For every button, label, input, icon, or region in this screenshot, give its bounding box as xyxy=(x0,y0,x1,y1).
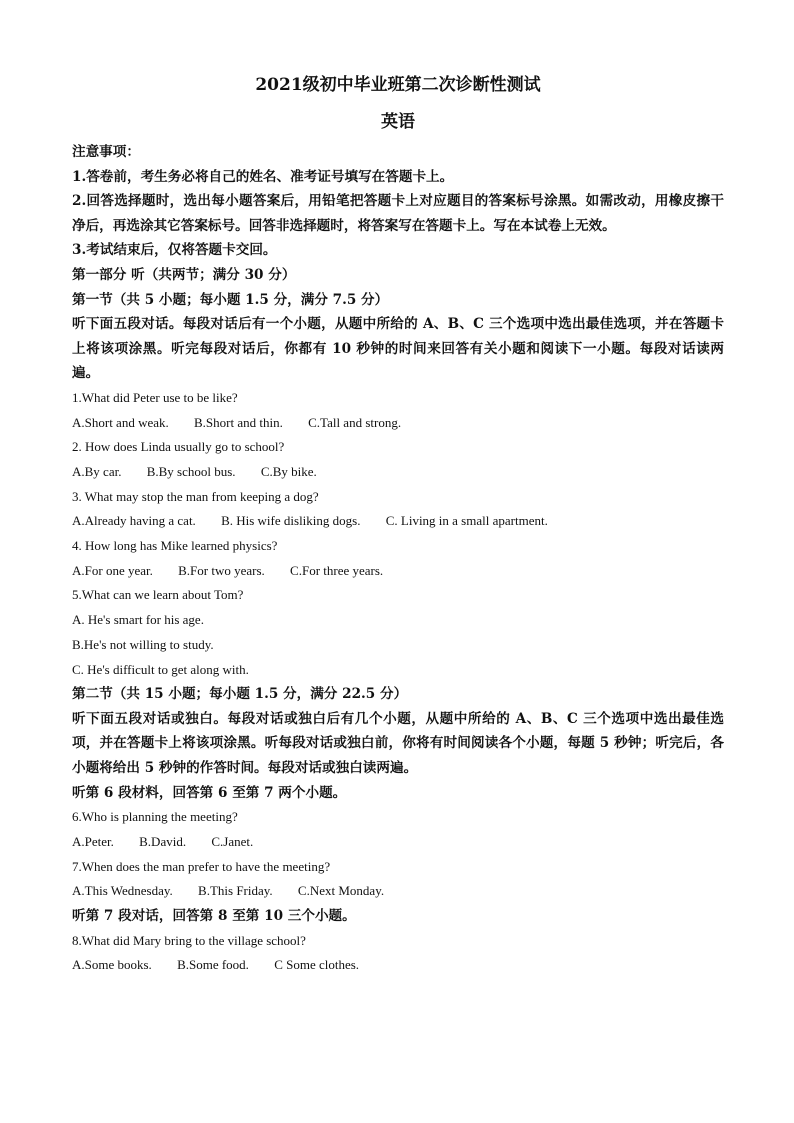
option-a: A.Peter. xyxy=(72,833,114,849)
question-5: 5.What can we learn about Tom? xyxy=(72,587,244,603)
option-b: B.This Friday. xyxy=(198,883,273,899)
option-a: A.Short and weak. xyxy=(72,414,169,430)
option-b: B.David. xyxy=(139,833,187,849)
question-2-options xyxy=(72,460,724,485)
section1-heading: 第一节（共 5 小题；每小题 1.5 分，满分 7.5 分） xyxy=(72,291,389,308)
question-6-options xyxy=(72,830,724,855)
notice-item-1: 1.答卷前，考生务必将自己的姓名、准考证号填写在答题卡上。 xyxy=(72,168,454,185)
option-c: C Some clothes. xyxy=(274,957,360,973)
notice-item-2: 2.回答选择题时，选出每小题答案后，用铅笔把答题卡上对应题目的答案标号涂黑。如需改动，用橡皮擦干净后，再选涂其它答案标号。回答非选择题时，将答案写在答题卡上。写在本试卷上无效。 xyxy=(72,193,724,234)
question-1-options xyxy=(72,411,724,436)
section1-instructions: 听下面五段对话。每段对话后有一个小题，从题中所给的 A、B、C 三个选项中选出最佳选项，并在答题卡上将该项涂黑。听完每段对话后，你都有 10 秒钟的时间来回答有关小题和阅读下一小题。每段对话读两遍。 xyxy=(72,316,724,382)
option-c: C.Next Monday. xyxy=(297,883,385,899)
option-b: B. His wife disliking dogs. xyxy=(221,513,361,529)
option-b: B.Short and thin. xyxy=(194,414,283,430)
option-a: A. He's smart for his age. xyxy=(72,612,204,628)
exam-subject: 英语 xyxy=(381,112,415,132)
option-a: A.Already having a cat. xyxy=(72,513,196,529)
option-c: C. Living in a small apartment. xyxy=(385,513,548,529)
option-a: A.Some books. xyxy=(72,957,152,973)
option-c: C.By bike. xyxy=(260,464,317,479)
option-a: A.By car. xyxy=(72,464,122,479)
question-6: 6.Who is planning the meeting? xyxy=(72,809,238,825)
option-b: B.By school bus. xyxy=(146,464,236,479)
option-c: C. He's difficult to get along with. xyxy=(72,661,249,677)
notice-item-3: 3.考试结束后，仅将答题卡交回。 xyxy=(72,242,277,259)
option-b: B.For two years. xyxy=(178,562,265,578)
question-3-options xyxy=(72,509,724,534)
exam-title: 2021级初中毕业班第二次诊断性测试 xyxy=(255,75,541,95)
option-c: C.Tall and strong. xyxy=(308,414,402,430)
option-a: A.For one year. xyxy=(72,562,153,578)
question-8-options xyxy=(72,953,724,978)
material-7-heading: 听第 7 段对话，回答第 8 至第 10 三个小题。 xyxy=(72,907,356,924)
option-a: A.This Wednesday. xyxy=(72,883,173,899)
option-b: B.He's not willing to study. xyxy=(72,636,214,652)
question-7-options xyxy=(72,879,724,904)
question-7: 7.When does the man prefer to have the meeting? xyxy=(72,858,331,874)
question-8: 8.What did Mary bring to the village school? xyxy=(72,932,306,948)
section2-instructions: 听下面五段对话或独白。每段对话或独白后有几个小题，从题中所给的 A、B、C 三个选项中选出最佳选项，并在答题卡上将该项涂黑。听每段对话或独白前，你将有时间阅读各个小题，每题 5 秒钟；听完后，各小题将给出 5 秒钟的作答时间。每段对话或独白读两遍。 xyxy=(72,710,724,776)
section2-heading: 第二节（共 15 小题；每小题 1.5 分，满分 22.5 分） xyxy=(72,686,408,703)
question-4: 4. How long has Mike learned physics? xyxy=(72,538,278,554)
question-3: 3. What may stop the man from keeping a dog? xyxy=(72,488,319,504)
exam-page xyxy=(72,70,724,978)
option-c: C.Janet. xyxy=(211,833,254,849)
question-2: 2. How does Linda usually go to school? xyxy=(72,439,285,455)
option-b: B.Some food. xyxy=(177,957,249,973)
option-c: C.For three years. xyxy=(290,562,384,578)
material-6-heading: 听第 6 段材料，回答第 6 至第 7 两个小题。 xyxy=(72,784,347,801)
notice-heading: 注意事项： xyxy=(72,144,140,160)
question-1: 1.What did Peter use to be like? xyxy=(72,389,238,405)
part1-heading: 第一部分 听（共两节；满分 30 分） xyxy=(72,266,296,283)
question-4-options xyxy=(72,559,724,584)
